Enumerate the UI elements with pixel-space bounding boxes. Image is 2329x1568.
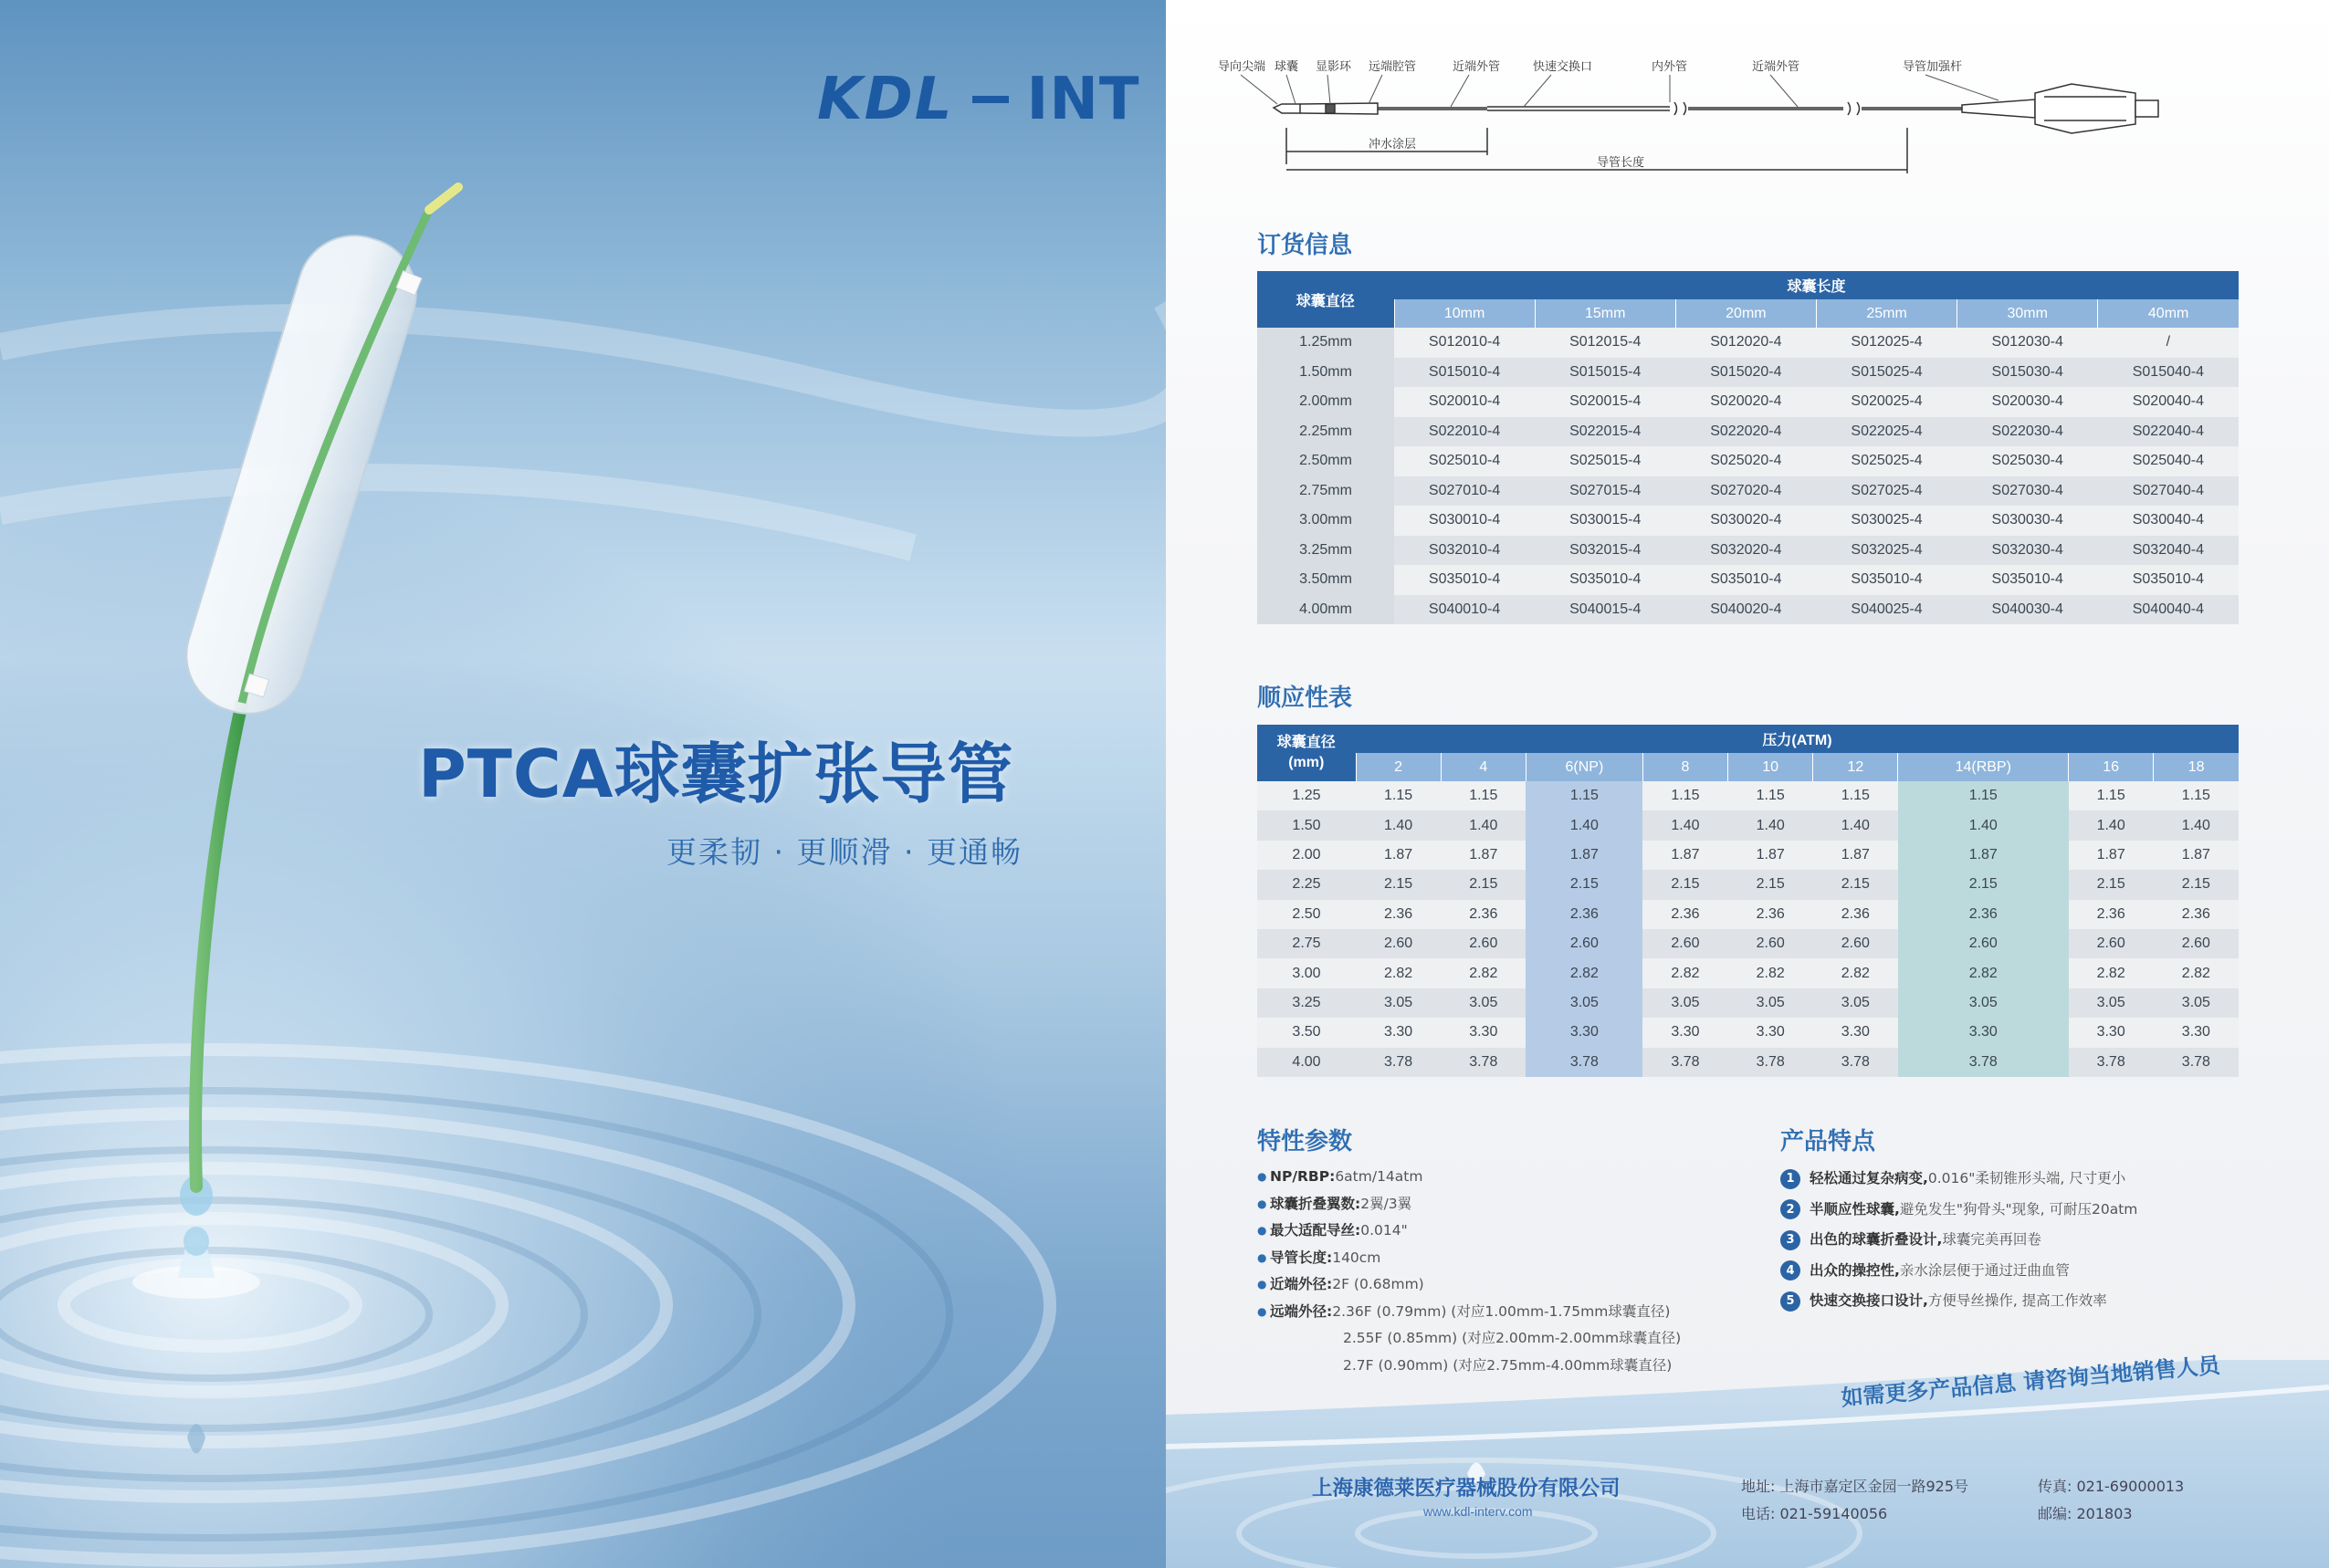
pressure-col-header: 10 <box>1728 753 1813 781</box>
compliance-value-cell: 2.60 <box>1813 929 1898 958</box>
order-code-cell: S022010-4 <box>1394 417 1535 447</box>
feature-value: 方便导丝操作, 提高工作效率 <box>1927 1292 2107 1309</box>
order-code-cell: S032030-4 <box>1957 536 2098 566</box>
compliance-value-cell: 1.40 <box>1898 810 2069 840</box>
table-row <box>1257 417 2239 447</box>
order-code-cell: S022040-4 <box>2098 417 2239 447</box>
compliance-value-cell: 2.15 <box>2154 870 2239 899</box>
contact-slogan: 如需更多产品信息 请咨询当地销售人员 <box>1840 1352 2221 1411</box>
ordering-table <box>1257 271 2239 624</box>
order-code-cell: S015020-4 <box>1675 358 1816 388</box>
spec-value: 2F (0.68mm) <box>1332 1276 1424 1292</box>
order-code-cell: S022030-4 <box>1957 417 2098 447</box>
compliance-value-cell: 2.60 <box>1898 929 2069 958</box>
compliance-value-cell: 2.82 <box>1813 958 1898 988</box>
compliance-value-cell: 3.78 <box>2154 1048 2239 1077</box>
compliance-table <box>1257 725 2239 1077</box>
order-code-cell: S032010-4 <box>1394 536 1535 566</box>
table-row <box>1257 900 2239 929</box>
compliance-value-cell: 2.60 <box>1441 929 1526 958</box>
features-list <box>1780 1164 2137 1317</box>
order-code-cell: S020030-4 <box>1957 387 2098 417</box>
compliance-value-cell: 2.15 <box>2069 870 2154 899</box>
compliance-value-cell: 2.15 <box>1898 870 2069 899</box>
spec-continuation: 2.7F (0.90mm) (对应2.75mm-4.00mm球囊直径) <box>1343 1356 1673 1374</box>
balloon-diameter-cell: 2.50 <box>1257 900 1356 929</box>
compliance-value-cell: 2.60 <box>1356 929 1441 958</box>
compliance-value-cell: 1.87 <box>1728 841 1813 870</box>
feature-number-badge: 5 <box>1780 1291 1800 1312</box>
logo-int: INT <box>1026 66 1140 133</box>
compliance-value-cell: 1.40 <box>1642 810 1727 840</box>
diagram-dim-coating: 冲水涂层 <box>1369 138 1417 152</box>
compliance-value-cell: 1.15 <box>1642 781 1727 810</box>
balloon-diameter-cell: 3.00mm <box>1257 506 1394 536</box>
ordering-col-header: 40mm <box>2098 299 2239 328</box>
diagram-label-marker: 显影环 <box>1316 60 1352 74</box>
compliance-value-cell: 1.87 <box>1441 841 1526 870</box>
feature-number-badge: 2 <box>1780 1199 1800 1219</box>
diagram-label-proximal: 近端外管 <box>1453 60 1501 74</box>
order-code-cell: S020015-4 <box>1535 387 1675 417</box>
diagram-label-hub: 导管加强杆 <box>1903 60 1963 74</box>
feature-key: 快速交换接口设计, <box>1810 1292 1928 1309</box>
compliance-value-cell: 1.15 <box>1356 781 1441 810</box>
order-code-cell: S012020-4 <box>1675 328 1816 358</box>
table-row <box>1257 781 2239 810</box>
feature-key: 半顺应性球囊, <box>1810 1200 1900 1218</box>
compliance-value-cell: 2.36 <box>1813 900 1898 929</box>
pressure-col-header: 12 <box>1813 753 1898 781</box>
diagram-label-inner-outer: 内外管 <box>1652 60 1688 74</box>
order-code-cell: S027020-4 <box>1675 476 1816 507</box>
catheter-diagram <box>1213 57 2218 193</box>
order-code-cell: S025025-4 <box>1816 446 1957 476</box>
order-code-cell: S012025-4 <box>1816 328 1957 358</box>
ordering-col-header: 15mm <box>1535 299 1675 328</box>
feature-value: 亲水涂层便于通过迂曲血管 <box>1899 1261 2070 1279</box>
compliance-value-cell: 2.60 <box>1728 929 1813 958</box>
pressure-col-header: 16 <box>2069 753 2154 781</box>
compliance-value-cell: 1.40 <box>1356 810 1441 840</box>
spec-value: 0.014" <box>1360 1222 1408 1239</box>
feature-key: 出众的操控性, <box>1810 1261 1900 1279</box>
compliance-value-cell: 1.15 <box>1813 781 1898 810</box>
compliance-value-cell: 2.36 <box>1526 900 1642 929</box>
compliance-value-cell: 1.40 <box>1813 810 1898 840</box>
order-code-cell: S022015-4 <box>1535 417 1675 447</box>
compliance-value-cell: 2.15 <box>1642 870 1727 899</box>
order-code-cell: S015040-4 <box>2098 358 2239 388</box>
compliance-value-cell: 3.30 <box>1813 1018 1898 1047</box>
diagram-dim-length: 导管长度 <box>1597 156 1645 170</box>
order-code-cell: S027010-4 <box>1394 476 1535 507</box>
diagram-label-tip: 导向尖端 <box>1218 60 1266 74</box>
order-code-cell: S032040-4 <box>2098 536 2239 566</box>
table-row <box>1257 1018 2239 1047</box>
compliance-value-cell: 2.82 <box>1441 958 1526 988</box>
spec-item <box>1257 1299 1681 1326</box>
compliance-value-cell: 3.30 <box>1642 1018 1727 1047</box>
order-code-cell: S040030-4 <box>1957 595 2098 625</box>
order-code-cell: S027040-4 <box>2098 476 2239 507</box>
diagram-label-proximal-outer: 近端外管 <box>1752 60 1800 74</box>
compliance-value-cell: 2.36 <box>1898 900 2069 929</box>
compliance-value-cell: 3.30 <box>1728 1018 1813 1047</box>
spec-key: NP/RBP: <box>1270 1168 1336 1185</box>
compliance-value-cell: 2.36 <box>1356 900 1441 929</box>
table-row <box>1257 958 2239 988</box>
compliance-value-cell: 3.30 <box>2069 1018 2154 1047</box>
balloon-diameter-cell: 1.50 <box>1257 810 1356 840</box>
ordering-col-group: 球囊长度 <box>1394 271 2239 299</box>
product-title: PTCA球囊扩张导管 <box>418 736 1014 812</box>
feature-item <box>1780 1225 2137 1256</box>
order-code-cell: S035010-4 <box>1394 565 1535 595</box>
diagram-label-rx-port: 快速交换口 <box>1533 60 1593 74</box>
compliance-value-cell: 2.15 <box>1813 870 1898 899</box>
fax-text: 传真: 021-69000013 <box>2038 1478 2185 1495</box>
order-code-cell: S032020-4 <box>1675 536 1816 566</box>
compliance-value-cell: 2.82 <box>1898 958 2069 988</box>
balloon-diameter-cell: 2.25mm <box>1257 417 1394 447</box>
compliance-value-cell: 3.78 <box>1441 1048 1526 1077</box>
company-name: 上海康德莱医疗器械股份有限公司 <box>1312 1477 1621 1500</box>
compliance-value-cell: 2.36 <box>1441 900 1526 929</box>
compliance-value-cell: 3.78 <box>2069 1048 2154 1077</box>
order-code-cell: S040015-4 <box>1535 595 1675 625</box>
compliance-value-cell: 2.82 <box>1728 958 1813 988</box>
order-code-cell: S030015-4 <box>1535 506 1675 536</box>
spec-value: 6atm/14atm <box>1335 1168 1423 1185</box>
feature-number-badge: 3 <box>1780 1230 1800 1250</box>
compliance-value-cell: 3.30 <box>2154 1018 2239 1047</box>
compliance-value-cell: 1.87 <box>1898 841 2069 870</box>
compliance-value-cell: 1.87 <box>2154 841 2239 870</box>
compliance-heading: 顺应性表 <box>1257 685 1353 712</box>
balloon-diameter-cell: 2.00mm <box>1257 387 1394 417</box>
compliance-value-cell: 2.82 <box>1642 958 1727 988</box>
balloon-diameter-cell: 2.25 <box>1257 870 1356 899</box>
website-link[interactable]: www.kdl-interv.com <box>1423 1504 1533 1519</box>
compliance-value-cell: 2.60 <box>2154 929 2239 958</box>
table-row <box>1257 810 2239 840</box>
ordering-heading: 订货信息 <box>1257 232 1353 259</box>
address-text: 地址: 上海市嘉定区金园一路925号 <box>1741 1478 1969 1495</box>
spec-page <box>1166 0 2329 1568</box>
table-row <box>1257 565 2239 595</box>
compliance-value-cell: 1.87 <box>1813 841 1898 870</box>
feature-value: 避免发生"狗骨头"现象, 可耐压20atm <box>1899 1200 2138 1218</box>
compliance-value-cell: 2.60 <box>1642 929 1727 958</box>
feature-value: 0.016"柔韧锥形头端, 尺寸更小 <box>1927 1170 2126 1186</box>
order-code-cell: S035010-4 <box>1816 565 1957 595</box>
pressure-col-header: 4 <box>1441 753 1526 781</box>
balloon-diameter-cell: 2.50mm <box>1257 446 1394 476</box>
spec-continuation: 2.55F (0.85mm) (对应2.00mm-2.00mm球囊直径) <box>1343 1330 1682 1346</box>
compliance-value-cell: 3.78 <box>1642 1048 1727 1077</box>
order-code-cell: S027015-4 <box>1535 476 1675 507</box>
compliance-value-cell: 1.15 <box>2069 781 2154 810</box>
compliance-value-cell: 2.82 <box>1356 958 1441 988</box>
order-code-cell: S015025-4 <box>1816 358 1957 388</box>
order-code-cell: S015010-4 <box>1394 358 1535 388</box>
order-code-cell: S030040-4 <box>2098 506 2239 536</box>
order-code-cell: S027030-4 <box>1957 476 2098 507</box>
compliance-row-header: 球囊直径 (mm) <box>1257 725 1356 781</box>
table-row <box>1257 387 2239 417</box>
feature-value: 球囊完美再回卷 <box>1942 1231 2041 1248</box>
compliance-value-cell: 1.40 <box>2154 810 2239 840</box>
pressure-col-header: 2 <box>1356 753 1441 781</box>
order-code-cell: S020040-4 <box>2098 387 2239 417</box>
compliance-value-cell: 2.15 <box>1441 870 1526 899</box>
postcode-text: 邮编: 201803 <box>2038 1505 2133 1522</box>
compliance-value-cell: 3.05 <box>1441 988 1526 1018</box>
compliance-value-cell: 1.15 <box>2154 781 2239 810</box>
compliance-value-cell: 3.05 <box>1356 988 1441 1018</box>
logo-dash <box>972 96 1009 103</box>
balloon-diameter-cell: 1.50mm <box>1257 358 1394 388</box>
spec-value: 2.36F (0.79mm) (对应1.00mm-1.75mm球囊直径) <box>1332 1302 1671 1320</box>
specs-heading: 特性参数 <box>1257 1128 1353 1155</box>
footer-wave-art <box>1166 1360 2329 1568</box>
order-code-cell: S030010-4 <box>1394 506 1535 536</box>
order-code-cell: S012030-4 <box>1957 328 2098 358</box>
order-code-cell: S020010-4 <box>1394 387 1535 417</box>
compliance-value-cell: 2.36 <box>1728 900 1813 929</box>
compliance-value-cell: 2.15 <box>1526 870 1642 899</box>
compliance-value-cell: 2.60 <box>1526 929 1642 958</box>
compliance-value-cell: 1.40 <box>1441 810 1526 840</box>
compliance-value-cell: 1.87 <box>1356 841 1441 870</box>
order-code-cell: S012010-4 <box>1394 328 1535 358</box>
table-row <box>1257 870 2239 899</box>
diagram-label-balloon: 球囊 <box>1275 60 1299 74</box>
compliance-value-cell: 1.87 <box>1526 841 1642 870</box>
order-code-cell: S030020-4 <box>1675 506 1816 536</box>
bullet-icon: ● <box>1257 1278 1267 1291</box>
balloon-diameter-cell: 2.00 <box>1257 841 1356 870</box>
features-heading: 产品特点 <box>1780 1128 1876 1155</box>
compliance-value-cell: 1.40 <box>1728 810 1813 840</box>
order-code-cell: S025020-4 <box>1675 446 1816 476</box>
ordering-col-header: 10mm <box>1394 299 1535 328</box>
order-code-cell: S030030-4 <box>1957 506 2098 536</box>
spec-item <box>1257 1245 1681 1272</box>
compliance-value-cell: 1.87 <box>1642 841 1727 870</box>
order-code-cell: S035010-4 <box>1957 565 2098 595</box>
order-code-cell: S022020-4 <box>1675 417 1816 447</box>
compliance-value-cell: 1.15 <box>1898 781 2069 810</box>
brand-logo <box>817 68 1140 131</box>
logo-kdl: KDL <box>817 66 954 133</box>
feature-item <box>1780 1195 2137 1226</box>
balloon-diameter-cell: 1.25 <box>1257 781 1356 810</box>
compliance-value-cell: 2.36 <box>1642 900 1727 929</box>
order-code-cell: S015030-4 <box>1957 358 2098 388</box>
ordering-col-header: 25mm <box>1816 299 1957 328</box>
specs-list <box>1257 1164 1681 1379</box>
balloon-diameter-cell: 4.00mm <box>1257 595 1394 625</box>
feature-item <box>1780 1286 2137 1317</box>
bullet-icon: ● <box>1257 1170 1267 1183</box>
ordering-col-header: 20mm <box>1675 299 1816 328</box>
compliance-value-cell: 1.15 <box>1526 781 1642 810</box>
spec-key: 导管长度: <box>1270 1249 1333 1266</box>
order-code-cell: S040040-4 <box>2098 595 2239 625</box>
balloon-diameter-cell: 3.50 <box>1257 1018 1356 1047</box>
order-code-cell: S012015-4 <box>1535 328 1675 358</box>
compliance-value-cell: 2.82 <box>1526 958 1642 988</box>
balloon-diameter-cell: 3.25 <box>1257 988 1356 1018</box>
table-row <box>1257 446 2239 476</box>
balloon-diameter-cell: 1.25mm <box>1257 328 1394 358</box>
bullet-icon: ● <box>1257 1224 1267 1237</box>
spec-value: 2翼/3翼 <box>1360 1195 1412 1212</box>
table-row <box>1257 1048 2239 1077</box>
order-code-cell: S020020-4 <box>1675 387 1816 417</box>
feature-number-badge: 4 <box>1780 1260 1800 1281</box>
compliance-value-cell: 1.15 <box>1441 781 1526 810</box>
compliance-value-cell: 3.30 <box>1441 1018 1526 1047</box>
compliance-value-cell: 3.78 <box>1728 1048 1813 1077</box>
order-code-cell: S035010-4 <box>2098 565 2239 595</box>
spec-key: 远端外径: <box>1270 1302 1333 1320</box>
order-code-cell: S032025-4 <box>1816 536 1957 566</box>
ordering-col-header: 30mm <box>1957 299 2098 328</box>
compliance-value-cell: 2.36 <box>2069 900 2154 929</box>
compliance-value-cell: 1.15 <box>1728 781 1813 810</box>
compliance-value-cell: 2.15 <box>1356 870 1441 899</box>
compliance-value-cell: 1.40 <box>1526 810 1642 840</box>
table-row <box>1257 358 2239 388</box>
spec-item <box>1257 1164 1681 1191</box>
compliance-value-cell: 2.82 <box>2154 958 2239 988</box>
table-row <box>1257 595 2239 625</box>
compliance-value-cell: 3.78 <box>1813 1048 1898 1077</box>
balloon-diameter-cell: 3.50mm <box>1257 565 1394 595</box>
feature-key: 轻松通过复杂病变, <box>1810 1170 1928 1186</box>
compliance-value-cell: 3.05 <box>1526 988 1642 1018</box>
compliance-value-cell: 2.36 <box>2154 900 2239 929</box>
product-slogan: 更柔韧 · 更顺滑 · 更通畅 <box>666 834 1023 870</box>
balloon-diameter-cell: 2.75 <box>1257 929 1356 958</box>
order-code-cell: S030025-4 <box>1816 506 1957 536</box>
feature-item <box>1780 1256 2137 1287</box>
order-code-cell: S025030-4 <box>1957 446 2098 476</box>
ordering-row-header: 球囊直径 <box>1257 271 1394 328</box>
compliance-value-cell: 3.05 <box>1898 988 2069 1018</box>
compliance-value-cell: 2.60 <box>2069 929 2154 958</box>
compliance-value-cell: 2.82 <box>2069 958 2154 988</box>
order-code-cell: S040025-4 <box>1816 595 1957 625</box>
feature-number-badge: 1 <box>1780 1169 1800 1189</box>
order-code-cell: S035010-4 <box>1535 565 1675 595</box>
table-row <box>1257 506 2239 536</box>
spec-key: 球囊折叠翼数: <box>1270 1195 1361 1212</box>
bullet-icon: ● <box>1257 1197 1267 1210</box>
order-code-cell: S025015-4 <box>1535 446 1675 476</box>
order-code-cell: S040020-4 <box>1675 595 1816 625</box>
compliance-value-cell: 3.05 <box>1813 988 1898 1018</box>
compliance-value-cell: 3.30 <box>1526 1018 1642 1047</box>
table-row <box>1257 988 2239 1018</box>
bullet-icon: ● <box>1257 1304 1267 1318</box>
spec-key: 最大适配导丝: <box>1270 1222 1361 1239</box>
spec-item <box>1257 1271 1681 1299</box>
pressure-col-header: 14(RBP) <box>1898 753 2069 781</box>
compliance-value-cell: 3.78 <box>1898 1048 2069 1077</box>
table-row <box>1257 476 2239 507</box>
pressure-col-header: 18 <box>2154 753 2239 781</box>
spec-key: 近端外径: <box>1270 1276 1333 1292</box>
compliance-value-cell: 2.15 <box>1728 870 1813 899</box>
feature-item <box>1780 1164 2137 1195</box>
compliance-value-cell: 3.30 <box>1898 1018 2069 1047</box>
order-code-cell: S020025-4 <box>1816 387 1957 417</box>
balloon-diameter-cell: 3.00 <box>1257 958 1356 988</box>
pressure-col-header: 8 <box>1642 753 1727 781</box>
pressure-col-header: 6(NP) <box>1526 753 1642 781</box>
compliance-value-cell: 1.40 <box>2069 810 2154 840</box>
compliance-value-cell: 3.05 <box>2069 988 2154 1018</box>
spec-item <box>1257 1218 1681 1245</box>
order-code-cell: S032015-4 <box>1535 536 1675 566</box>
bullet-icon: ● <box>1257 1250 1267 1264</box>
order-code-cell: S022025-4 <box>1816 417 1957 447</box>
order-code-cell: S035010-4 <box>1675 565 1816 595</box>
compliance-value-cell: 3.05 <box>1728 988 1813 1018</box>
phone-text: 电话: 021-59140056 <box>1741 1505 1888 1522</box>
order-code-cell: S025010-4 <box>1394 446 1535 476</box>
diagram-label-distal: 远端腔管 <box>1369 60 1417 74</box>
compliance-value-cell: 3.30 <box>1356 1018 1441 1047</box>
table-row <box>1257 536 2239 566</box>
compliance-value-cell: 3.05 <box>1642 988 1727 1018</box>
balloon-diameter-cell: 2.75mm <box>1257 476 1394 507</box>
compliance-value-cell: 3.78 <box>1526 1048 1642 1077</box>
table-row <box>1257 841 2239 870</box>
compliance-value-cell: 3.78 <box>1356 1048 1441 1077</box>
order-code-cell: S025040-4 <box>2098 446 2239 476</box>
order-code-cell: S040010-4 <box>1394 595 1535 625</box>
table-row <box>1257 929 2239 958</box>
feature-key: 出色的球囊折叠设计, <box>1810 1231 1943 1248</box>
spec-value: 140cm <box>1332 1249 1381 1266</box>
compliance-value-cell: 1.87 <box>2069 841 2154 870</box>
table-row <box>1257 328 2239 358</box>
compliance-value-cell: 3.05 <box>2154 988 2239 1018</box>
balloon-diameter-cell: 4.00 <box>1257 1048 1356 1077</box>
compliance-col-group: 压力(ATM) <box>1356 725 2239 753</box>
order-code-cell: / <box>2098 328 2239 358</box>
order-code-cell: S027025-4 <box>1816 476 1957 507</box>
balloon-diameter-cell: 3.25mm <box>1257 536 1394 566</box>
order-code-cell: S015015-4 <box>1535 358 1675 388</box>
spec-item <box>1257 1191 1681 1218</box>
